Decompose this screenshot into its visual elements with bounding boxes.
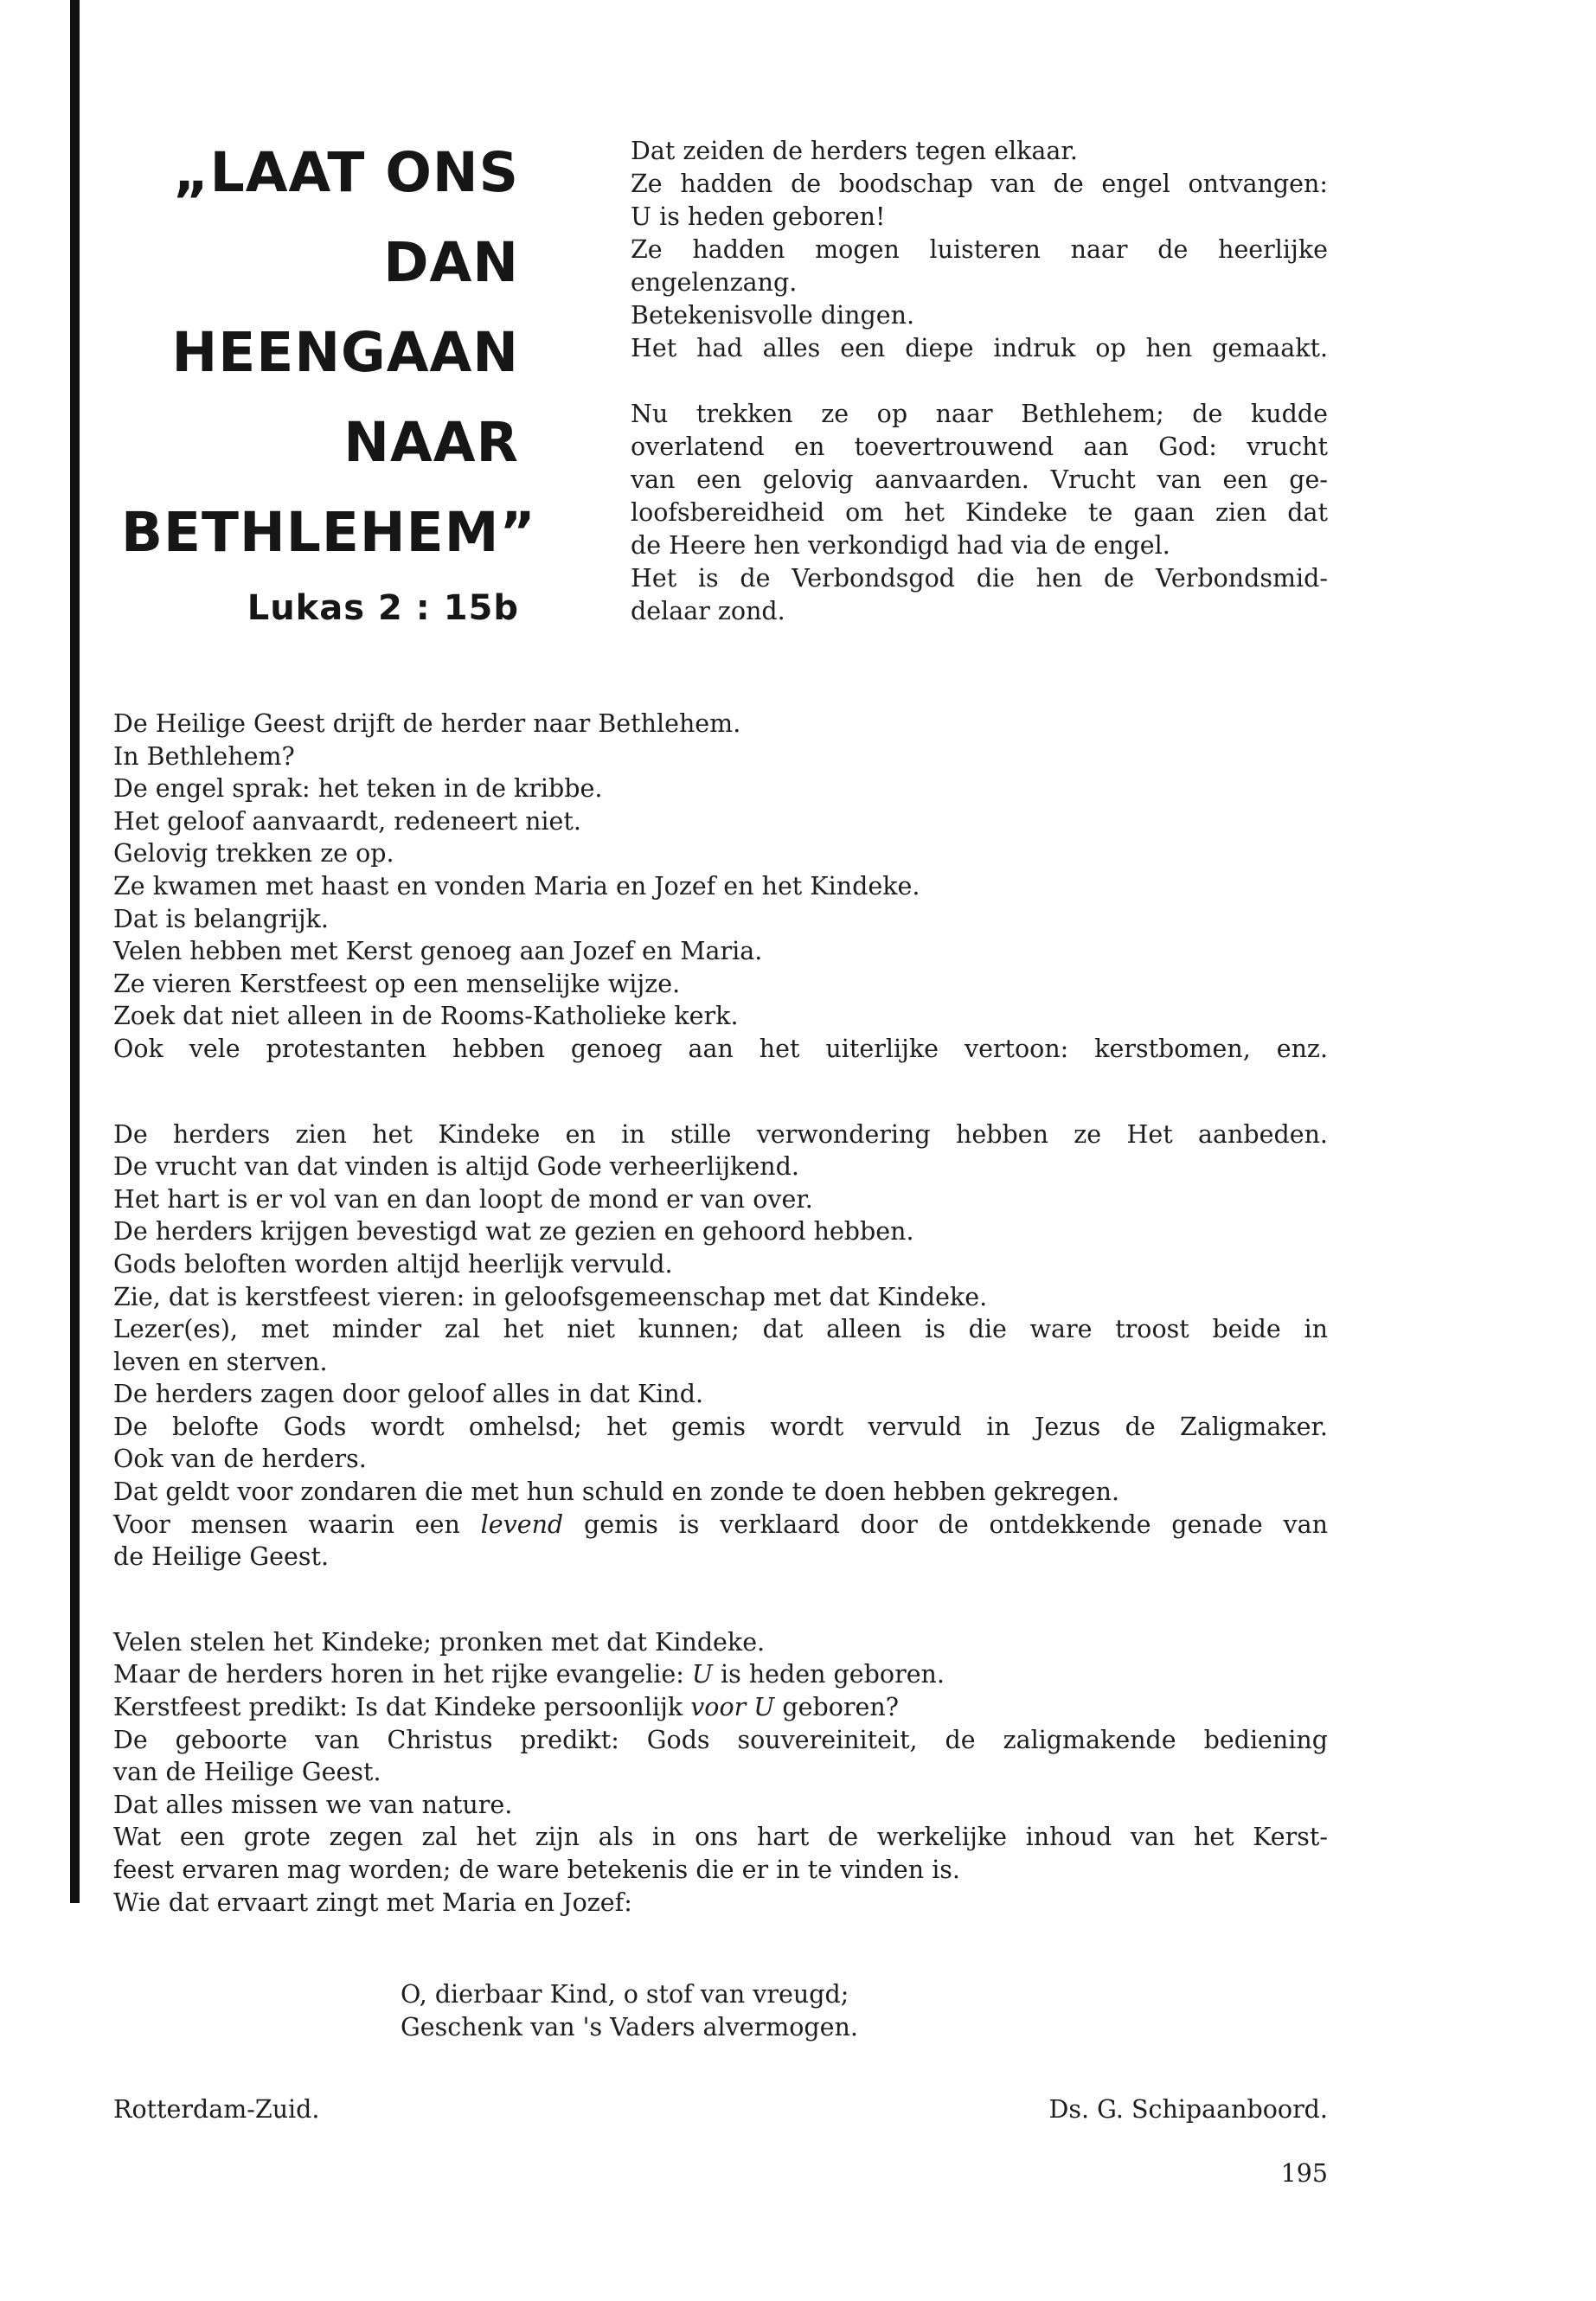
text-line: de Heilige Geest. — [113, 1542, 330, 1572]
text-line: Het geloof aanvaardt, redeneert niet. — [113, 806, 581, 836]
margin-bar — [70, 0, 80, 1903]
text-line: Zie, dat is kerstfeest vieren: in geloofsgemeenschap met dat Kindeke. — [113, 1282, 988, 1311]
text-line: van een gelovig aanvaarden. Vrucht van een ge- — [631, 465, 1328, 494]
text-line: van de Heilige Geest. — [113, 1758, 381, 1787]
emphasized-word: voor U — [690, 1693, 775, 1722]
text-line: Ook van de herders. — [113, 1445, 367, 1474]
text-line: De geboorte van Christus predikt: Gods souvereiniteit, de zaligmakende bediening — [113, 1725, 1328, 1754]
text-line: Ze kwamen met haast en vonden Maria en Jozef en het Kindeke. — [113, 871, 920, 901]
poem-line: O, dierbaar Kind, o stof van vreugd; — [401, 1980, 849, 2009]
text-line: Ze hadden mogen luisteren naar de heerlijke — [631, 235, 1328, 264]
text-fragment: Voor mensen waarin een — [113, 1509, 481, 1539]
text-line — [113, 1658, 1328, 1691]
text-fragment: Maar de herders horen in het rijke evangelie: — [113, 1660, 692, 1689]
text-line: Velen stelen het Kindeke; pronken met dat Kindeke. — [113, 1627, 766, 1657]
poem-quote — [401, 1978, 858, 2043]
emphasized-word: levend — [480, 1509, 564, 1539]
text-line: U is heden geboren! — [631, 202, 886, 231]
article-heading — [121, 128, 536, 628]
text-line: Ze vieren Kerstfeest op een menselijke wijze. — [113, 969, 681, 998]
text-line: De herders zien het Kindeke en in stille verwondering hebben ze Het aanbeden. — [113, 1119, 1328, 1149]
text-line: Gods beloften worden altijd heerlijk vervuld. — [113, 1249, 673, 1279]
body-paragraph — [113, 708, 1328, 1066]
heading-line: DAN — [383, 231, 519, 294]
place-name: Rotterdam-Zuid. — [113, 2095, 320, 2124]
text-line: leven en sterven. — [113, 1347, 328, 1376]
text-line: Dat is belangrijk. — [113, 904, 329, 933]
intro-paragraph — [631, 398, 1328, 628]
text-line — [113, 1691, 1328, 1724]
text-line: delaar zond. — [631, 597, 785, 625]
text-fragment: gemis is verklaard door de ontdekkende genade van — [563, 1509, 1328, 1539]
text-line: Wat een grote zegen zal het zijn als in ons hart de werkelijke inhoud van het Kerst- — [113, 1823, 1328, 1852]
text-line — [113, 1509, 1328, 1541]
body-paragraph — [113, 1626, 1328, 1919]
text-line: Ook vele protestanten hebben genoeg aan het uiterlijke vertoon: kerstbomen, enz. — [113, 1034, 1328, 1063]
author-signature: Ds. G. Schipaanboord. — [1048, 2095, 1328, 2124]
intro-paragraph — [631, 135, 1328, 365]
article-body — [113, 708, 1328, 1971]
heading-line: HEENGAAN — [171, 321, 519, 384]
text-line: Wie dat ervaart zingt met Maria en Jozef: — [113, 1888, 632, 1917]
emphasized-word: U — [691, 1660, 713, 1689]
text-line: De belofte Gods wordt omhelsd; het gemis wordt vervuld in Jezus de Zaligmaker. — [113, 1412, 1328, 1441]
text-line: loofsbereidheid om het Kindeke te gaan zien dat — [631, 498, 1328, 527]
text-fragment: is heden geboren. — [712, 1660, 945, 1689]
text-line: engelenzang. — [631, 268, 798, 297]
scripture-reference: Lukas 2 : 15b — [247, 588, 519, 628]
text-line: De Heilige Geest drijft de herder naar Bethlehem. — [113, 709, 741, 738]
text-line: Betekenisvolle dingen. — [631, 301, 915, 330]
text-line: Nu trekken ze op naar Bethlehem; de kudde — [631, 400, 1328, 428]
text-line: De herders zagen door geloof alles in dat Kind. — [113, 1380, 704, 1409]
text-line: De herders krijgen bevestigd wat ze gezien en gehoord hebben. — [113, 1217, 914, 1247]
text-line: Dat zeiden de herders tegen elkaar. — [631, 137, 1078, 165]
text-line: De vrucht van dat vinden is altijd Gode verheerlijkend. — [113, 1152, 799, 1182]
text-line: Velen hebben met Kerst genoeg aan Jozef en Maria. — [113, 937, 763, 966]
text-line: overlatend en toevertrouwend aan God: vrucht — [631, 433, 1328, 461]
heading-line: „LAAT ONS — [173, 141, 519, 204]
text-line: Gelovig trekken ze op. — [113, 839, 394, 868]
page-number: 195 — [1280, 2159, 1328, 2188]
text-line: In Bethlehem? — [113, 741, 295, 771]
text-line: Het hart is er vol van en dan loopt de mond er van over. — [113, 1184, 813, 1214]
intro-column — [631, 135, 1328, 661]
poem-line: Geschenk van 's Vaders alvermogen. — [401, 2012, 858, 2041]
body-paragraph — [113, 1118, 1328, 1574]
text-fragment: Kerstfeest predikt: Is dat Kindeke persoonlijk — [113, 1693, 691, 1722]
text-line: De engel sprak: het teken in de kribbe. — [113, 774, 603, 804]
text-line: Lezer(es), met minder zal het niet kunnen; dat alleen is die ware troost beide in — [113, 1315, 1328, 1344]
text-fragment: geboren? — [774, 1693, 900, 1722]
text-line: feest ervaren mag worden; de ware betekenis die er in te vinden is. — [113, 1856, 960, 1884]
text-line: Dat geldt voor zondaren die met hun schuld en zonde te doen hebben gekregen. — [113, 1477, 1120, 1507]
heading-line: BETHLEHEM” — [121, 501, 536, 564]
text-line: de Heere hen verkondigd had via de engel. — [631, 531, 1170, 560]
text-line: Zoek dat niet alleen in de Rooms-Katholieke kerk. — [113, 1002, 739, 1031]
text-line: Het is de Verbondsgod die hen de Verbondsmid- — [631, 564, 1328, 593]
text-line: Dat alles missen we van nature. — [113, 1790, 513, 1819]
heading-line: NAAR — [343, 411, 519, 474]
text-line: Het had alles een diepe indruk op hen gemaakt. — [631, 334, 1328, 362]
text-line: Ze hadden de boodschap van de engel ontvangen: — [631, 170, 1328, 198]
